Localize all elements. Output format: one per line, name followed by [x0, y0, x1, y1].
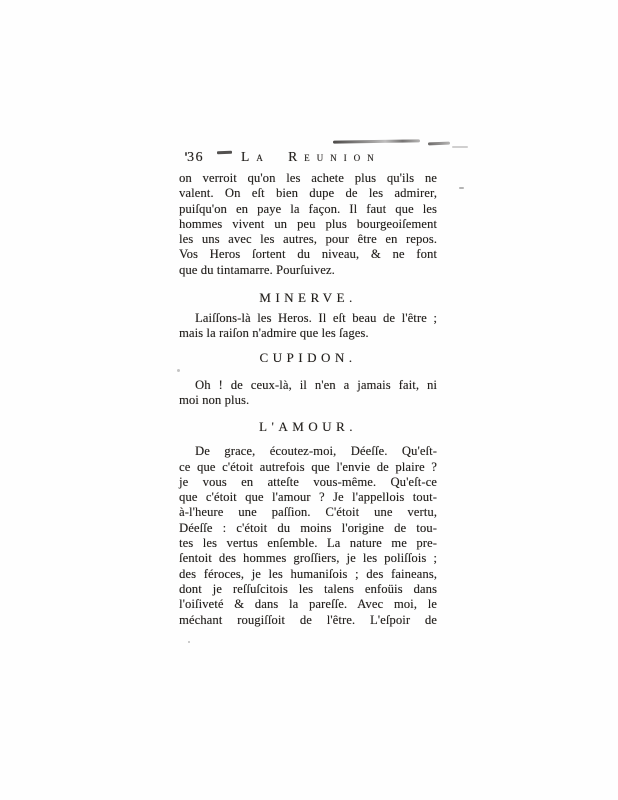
text-line: De grace, écoutez-moi, Déeſſe. Qu'eſt- — [195, 444, 437, 459]
paragraph-amour — [179, 444, 437, 628]
text-line: les uns avec les autres, pour être en repos. — [179, 232, 437, 247]
text-line: dont je reſſuſcitois les talens enfoüis dans — [179, 581, 437, 596]
text-line: l'oiſiveté & dans la pareſſe. Avec moi, le — [179, 597, 437, 612]
speaker-heading-cupidon: CUPIDON. — [259, 349, 357, 365]
text-line: Déeſſe : c'étoit du moins l'origine de tou- — [179, 520, 437, 535]
text-line: valent. On eſt bien dupe de les admirer, — [179, 186, 437, 201]
scan-smudge-line — [333, 139, 420, 143]
text-line: tes les vertus enſemble. La nature me pre- — [179, 536, 437, 551]
paragraph-minerve — [179, 311, 437, 342]
scan-smudge-dash — [428, 142, 450, 146]
text-line: Vos Heros ſortent du niveau, & ne font — [179, 247, 437, 262]
text-line: ce que c'étoit autrefois que l'envie de plaire ? — [179, 459, 437, 474]
ink-speck — [459, 187, 464, 189]
speaker-heading-amour: L'AMOUR. — [259, 419, 357, 435]
text-line: moi non plus. — [179, 392, 250, 407]
page-header — [179, 150, 437, 167]
text-line: on verroit qu'on les achete plus qu'ils ne — [179, 171, 437, 185]
text-line: Oh ! de ceux-là, il n'en a jamais fait, ni — [195, 377, 437, 392]
text-line: mais la raiſon n'admire que les ſages. — [179, 326, 369, 341]
page-number: 36 — [187, 150, 204, 165]
text-line: hommes vivent un peu plus bourgeoiſement — [179, 216, 437, 231]
text-block — [179, 150, 437, 628]
text-line: à-l'heure une paſſion. C'étoit une vertu, — [179, 505, 437, 520]
text-line: Laiſſons-là les Heros. Il eſt beau de l'être ; — [195, 311, 437, 326]
text-line: puiſqu'on en paye la façon. Il faut que les — [179, 201, 437, 216]
text-line: que du tintamarre. Pourſuivez. — [179, 262, 335, 277]
text-line: des féroces, je les humaniſois ; des faineans, — [179, 566, 437, 581]
paragraph-cupidon — [179, 378, 437, 409]
text-line: ſentoit des hommes groſſiers, je les poliſſois ; — [179, 551, 437, 566]
running-title: La Reunion — [241, 149, 381, 164]
text-line: je vous en atteſte vous-même. Qu'eſt-ce — [179, 474, 437, 489]
ink-speck — [188, 641, 190, 643]
scan-smudge-tail — [452, 146, 468, 148]
speaker-heading-minerve: MINERVE. — [259, 290, 357, 306]
text-line: méchant rougiſſoit de l'être. L'eſpoir de — [179, 612, 437, 627]
paragraph-continuation — [179, 171, 437, 278]
text-line: que c'étoit que l'amour ? Je l'appellois tout- — [179, 490, 437, 505]
